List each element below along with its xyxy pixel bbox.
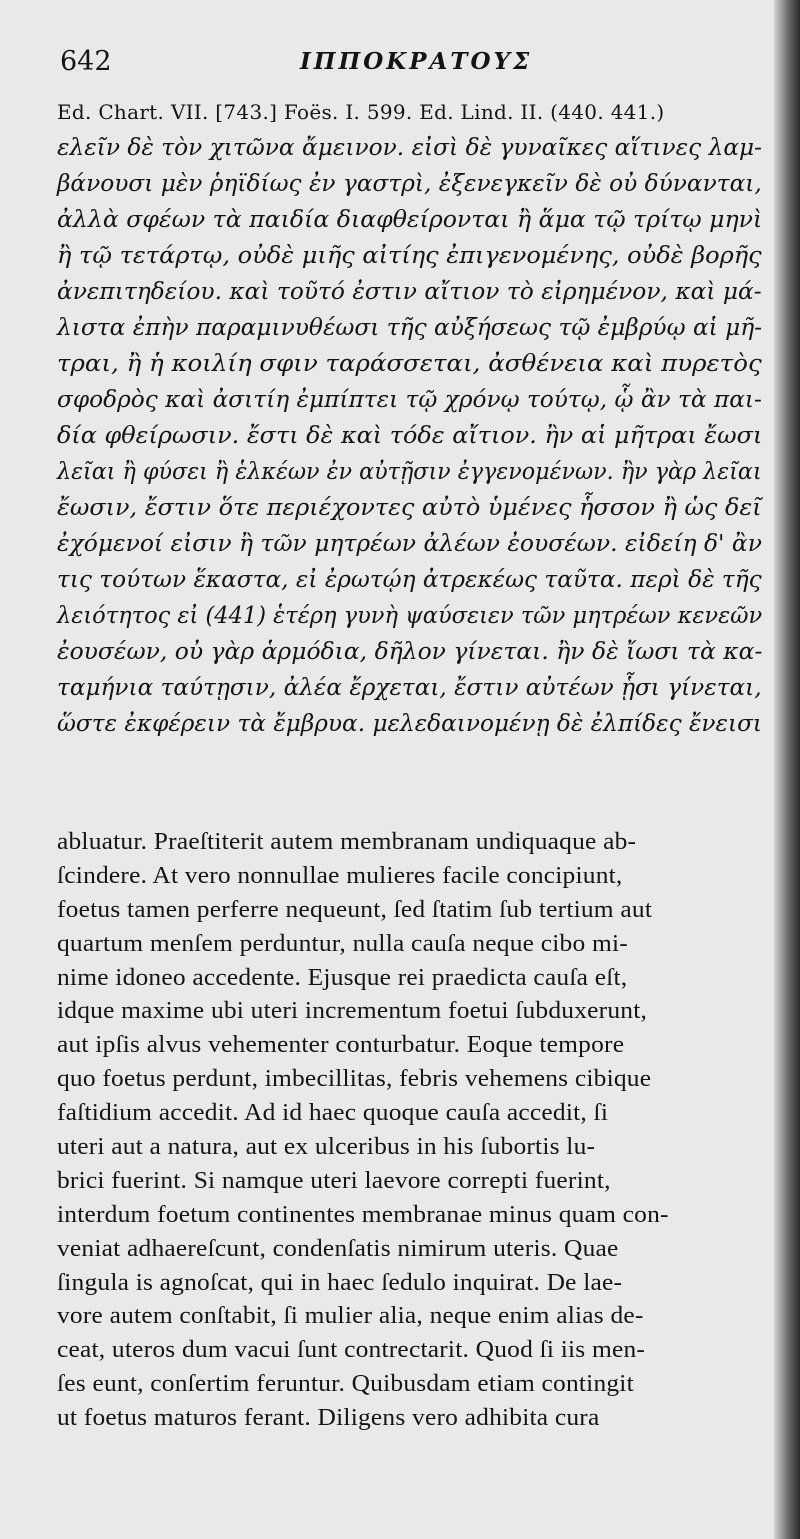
latin-text-line: vore autem conſtabit, ſi mulier alia, neque enim alias de-	[57, 1303, 644, 1330]
latin-text-line: ſingula is agnoſcat, qui in haec ſedulo inquirat. De lae-	[57, 1269, 623, 1296]
greek-text-line: λεῖαι ἢ φύσει ἢ ἑλκέων ἐν αὐτῇσιν ἐγγενομένων. ἢν γὰρ λεῖαι	[57, 457, 762, 485]
greek-text-line: τραι, ἢ ἡ κοιλίη σφιν ταράσσεται, ἀσθένεια καὶ πυρετὸς	[57, 349, 762, 377]
greek-text-line: λειότητος εἰ (441) ἑτέρη γυνὴ ψαύσειεν τῶν μητρέων κενεῶν	[57, 601, 763, 629]
greek-text-line: τις τούτων ἕκαστα, εἰ ἐρωτῴη ἀτρεκέως ταῦτα. περὶ δὲ τῆς	[57, 565, 762, 593]
greek-text-line: ἐουσέων, οὐ γὰρ ἁρμόδια, δῆλον γίνεται. ἢν δὲ ἴωσι τὰ κα-	[57, 637, 763, 665]
running-head: ΙΠΠΟΚΡΑΤΟΥΣ	[300, 48, 533, 75]
latin-text-line: idque maxime ubi uteri incrementum foetui ſubduxerunt,	[57, 998, 648, 1025]
latin-text-line: abluatur. Praeſtiterit autem membranam undiquaque ab-	[57, 829, 637, 855]
greek-text-line: σφοδρὸς καὶ ἀσιτίη ἐμπίπτει τῷ χρόνῳ τούτῳ, ᾧ ἂν τὰ παι-	[57, 385, 762, 413]
latin-text-block	[57, 826, 787, 1436]
greek-text-line: ἀνεπιτηδείου. καὶ τοῦτό ἐστιν αἴτιον τὸ εἰρημένον, καὶ μά-	[57, 277, 762, 305]
greek-text-line: ταμήνια ταύτῃσιν, ἀλέα ἔρχεται, ἔστιν αὐτέων ᾗσι γίνεται,	[57, 673, 762, 701]
latin-text-line: ſcindere. At vero nonnullae mulieres facile concipiunt,	[57, 862, 623, 889]
latin-text-line: nime idoneo accedente. Ejusque rei praedicta cauſa eſt,	[57, 964, 628, 991]
edition-reference-line: Ed. Chart. VII. [743.] Foës. I. 599. Ed. Lind. II. (440. 441.)	[57, 100, 665, 124]
latin-text-line: ceat, uteros dum vacui ſunt contrectarit. Quod ſi iis men-	[57, 1337, 646, 1364]
greek-text-line: ἔωσιν, ἔστιν ὅτε περιέχοντες αὐτὸ ὑμένες ἧσσον ἢ ὡς δεῖ	[57, 493, 762, 521]
greek-text-line: ὥστε ἐκφέρειν τὰ ἔμβρυα. μελεδαινομένῃ δὲ ἐλπίδες ἔνεισι	[57, 709, 763, 737]
latin-text-line: faſtidium accedit. Ad id haec quoque cauſa accedit, ſi	[57, 1100, 609, 1127]
latin-text-line: veniat adhaereſcunt, condenſatis nimirum uteris. Quae	[57, 1235, 619, 1262]
greek-text-line: ἀλλὰ σφέων τὰ παιδία διαφθείρονται ἢ ἅμα τῷ τρίτῳ μηνὶ	[57, 205, 763, 233]
greek-text-line: λιστα ἐπὴν παραμινυθέωσι τῆς αὐξήσεως τῷ ἐμβρύῳ αἱ μῆ-	[57, 313, 763, 341]
greek-text-line: βάνουσι μὲν ῥηϊδίως ἐν γαστρὶ, ἐξενεγκεῖν δὲ οὐ δύνανται,	[57, 169, 762, 197]
latin-text-line: interdum foetum continentes membranae minus quam con-	[57, 1201, 669, 1228]
latin-text-line: quartum menſem perduntur, nulla cauſa neque cibo mi-	[57, 930, 628, 957]
greek-text-line: ἐχόμενοί εἰσιν ἢ τῶν μητρέων ἀλέων ἐουσέων. εἰδείη δ' ἂν	[57, 529, 762, 557]
greek-text-block	[57, 129, 762, 741]
greek-text-line: δία φθείρωσιν. ἔστι δὲ καὶ τόδε αἴτιον. ἢν αἱ μῆτραι ἔωσι	[57, 421, 763, 449]
latin-text-line: quo foetus perdunt, imbecillitas, febris vehemens cibique	[57, 1066, 652, 1093]
page-header	[60, 46, 720, 86]
latin-text-line: foetus tamen perferre nequeunt, ſed ſtatim ſub tertium aut	[57, 896, 653, 923]
latin-text-line: brici fuerint. Si namque uteri laevore correpti fuerint,	[57, 1167, 611, 1194]
latin-text-line: ut foetus maturos ferant. Diligens vero adhibita cura	[57, 1405, 600, 1432]
greek-text-line: ἢ τῷ τετάρτῳ, οὐδὲ μιῆς αἰτίης ἐπιγενομένης, οὐδὲ βορῆς	[57, 241, 762, 269]
latin-text-line: ſes eunt, conſertim feruntur. Quibusdam etiam contingit	[57, 1371, 634, 1398]
latin-text-line: aut ipſis alvus vehementer conturbatur. Eoque tempore	[57, 1032, 625, 1059]
greek-text-line: ελεῖν δὲ τὸν χιτῶνα ἄμεινον. εἰσὶ δὲ γυναῖκες αἵτινες λαμ-	[57, 133, 763, 161]
latin-text-line: uteri aut a natura, aut ex ulceribus in his ſubortis lu-	[57, 1134, 596, 1161]
page-number: 642	[60, 46, 112, 77]
